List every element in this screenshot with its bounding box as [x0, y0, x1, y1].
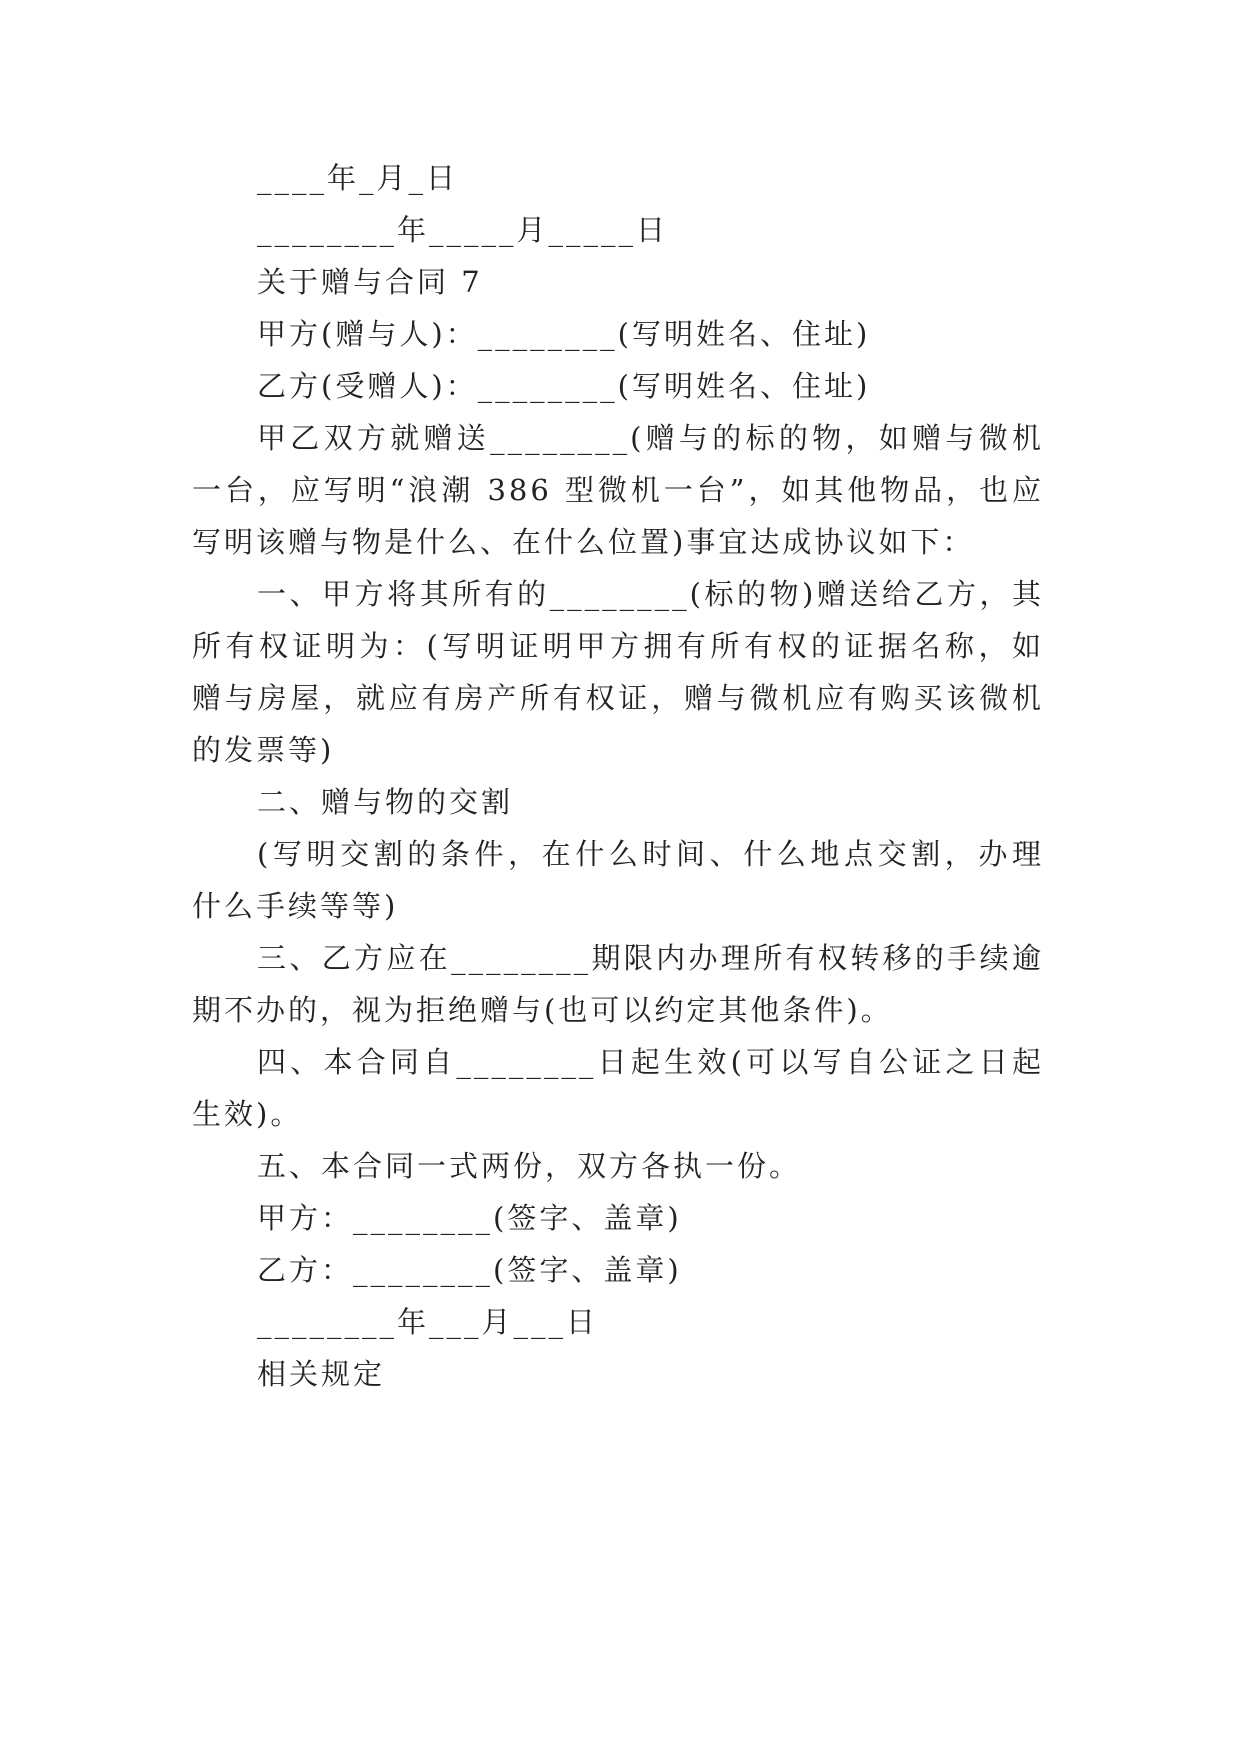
- clause-4-line: 四、本合同自________日起生效(可以写自公证之日起: [257, 1045, 1044, 1079]
- related-rules-heading: 相关规定: [257, 1357, 386, 1391]
- clause-3-line: 三、乙方应在________期限内办理所有权转移的手续逾: [257, 941, 1044, 975]
- clause-2-line: 什么手续等等): [192, 889, 399, 923]
- party-a-line: 甲方(赠与人)：________(写明姓名、住址): [257, 317, 871, 351]
- date-line: ____年_月_日: [257, 161, 459, 195]
- party-b-line: 乙方(受赠人)：________(写明姓名、住址): [257, 369, 871, 403]
- party-b-signature-line: 乙方：________(签字、盖章): [257, 1253, 682, 1287]
- clause-3-line: 期不办的，视为拒绝赠与(也可以约定其他条件)。: [192, 993, 893, 1027]
- signature-date-line: ________年___月___日: [257, 1305, 599, 1339]
- date-line: ________年_____月_____日: [257, 213, 669, 247]
- clause-1-line: 的发票等): [192, 733, 335, 767]
- paragraph-line: 一台，应写明“浪潮 386 型微机一台”，如其他物品，也应: [192, 473, 1044, 507]
- paragraph-line: 写明该赠与物是什么、在什么位置)事宜达成协议如下：: [192, 525, 975, 559]
- party-a-signature-line: 甲方：________(签字、盖章): [257, 1201, 682, 1235]
- clause-1-line: 所有权证明为：(写明证明甲方拥有所有权的证据名称，如: [192, 629, 1044, 663]
- section-title: 关于赠与合同 7: [257, 265, 483, 299]
- clause-5-line: 五、本合同一式两份，双方各执一份。: [257, 1149, 802, 1183]
- clause-2-line: (写明交割的条件，在什么时间、什么地点交割，办理: [257, 837, 1044, 871]
- clause-1-line: 一、甲方将其所有的________(标的物)赠送给乙方，其: [257, 577, 1044, 611]
- clause-2-heading: 二、赠与物的交割: [257, 785, 514, 819]
- clause-4-line: 生效)。: [192, 1097, 303, 1131]
- clause-1-line: 赠与房屋，就应有房产所有权证，赠与微机应有购买该微机: [192, 681, 1044, 715]
- paragraph-line: 甲乙双方就赠送________(赠与的标的物，如赠与微机: [257, 421, 1044, 455]
